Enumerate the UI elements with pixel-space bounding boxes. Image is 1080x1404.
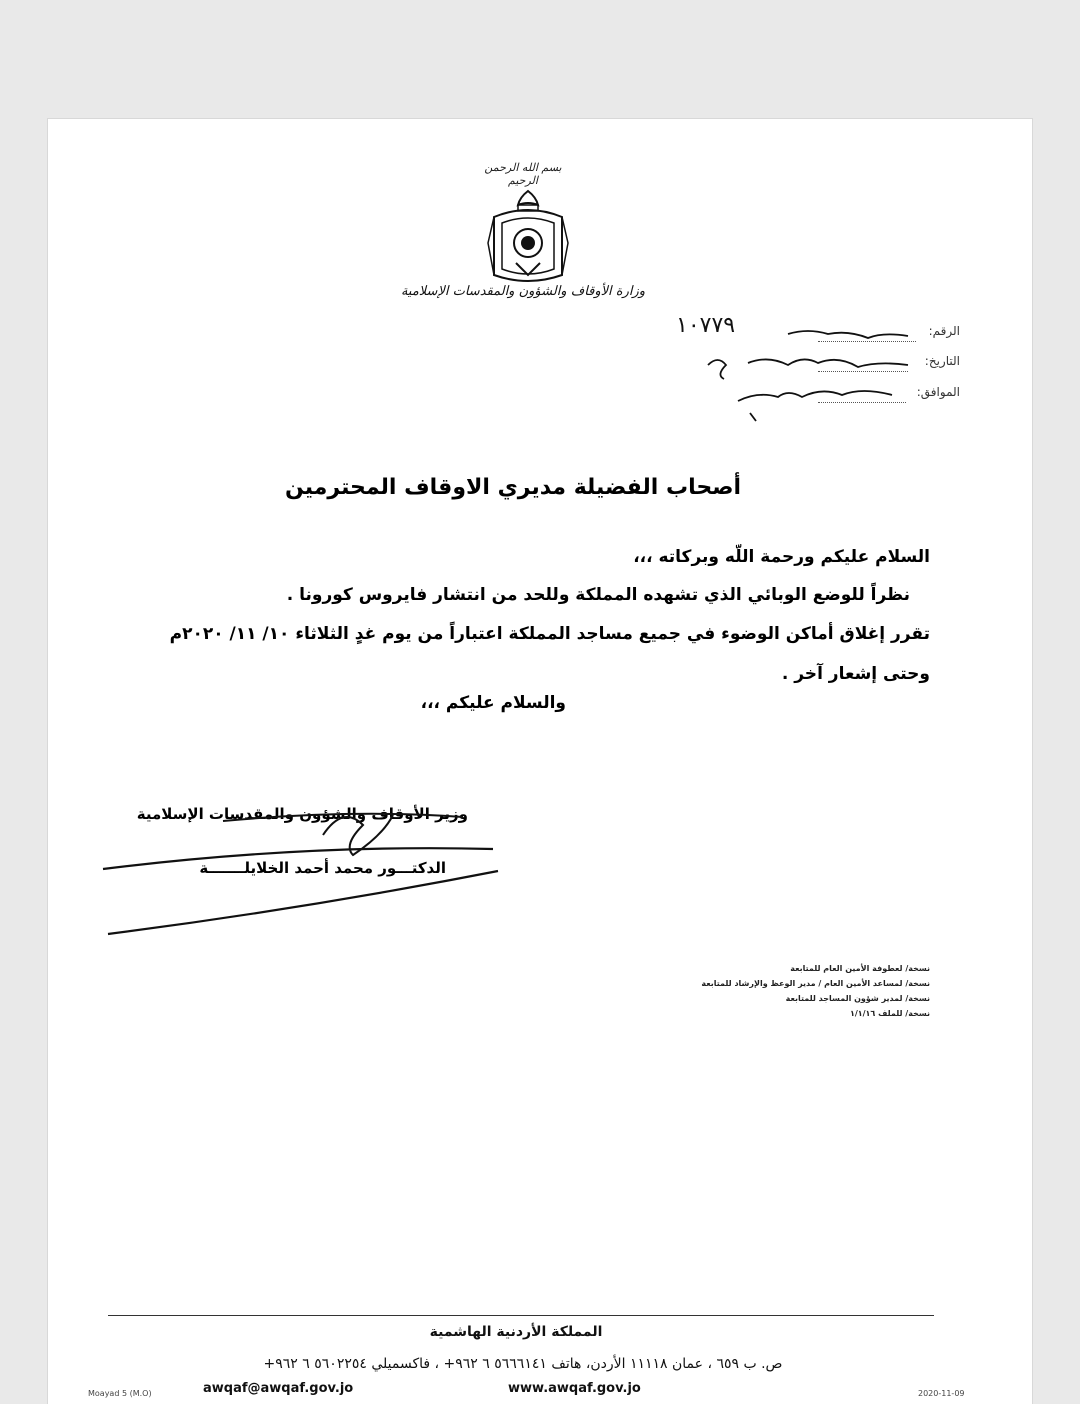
greeting-line: السلام عليكم ورحمة اللّه وبركاته ،،، xyxy=(633,547,930,567)
addressee-title: أصحاب الفضيلة مديري الاوقاف المحترمين xyxy=(284,475,741,500)
body-line-1: نظراً للوضع الوبائي الذي تشهده المملكة وللحد من انتشار فايروس كورونا . xyxy=(286,585,910,605)
handwritten-reference-marks xyxy=(688,309,918,439)
handwritten-signature xyxy=(103,799,503,939)
signatory-title: وزير الأوقاف والشؤون والمقدسات الإسلامية xyxy=(136,805,468,823)
footer-website: www.awqaf.gov.jo xyxy=(508,1381,641,1396)
copy-line-1: نسخة/ لعطوفة الأمين العام للمتابعة xyxy=(790,964,930,973)
closing-line: والسلام عليكم ،،، xyxy=(420,693,566,713)
body-line-2: تقرر إغلاق أماكن الوضوء في جميع مساجد المملكة اعتباراً من يوم غدٍ الثلاثاء ١٠/ ١١/ ٢٠٢٠م xyxy=(169,624,930,644)
footer-address: ص. ب ٦٥٩ ، عمان ١١١١٨ الأردن، هاتف ٥٦٦٦١٤١ ٦ ٩٦٢+ ، فاكسميلي ٥٦٠٢٢٥٤ ٦ ٩٦٢+ xyxy=(263,1356,783,1372)
basmala: بسم الله الرحمن الرحيم xyxy=(484,161,562,187)
copy-line-3: نسخة/ لمدير شؤون المساجد للمتابعة xyxy=(785,994,930,1003)
reference-corresponding-label: الموافق: xyxy=(916,385,960,399)
footer-divider xyxy=(108,1315,934,1316)
body-line-3: وحتى إشعار آخر . xyxy=(781,664,930,684)
letter-page xyxy=(48,119,1032,1404)
footer-country: المملكة الأردنية الهاشمية xyxy=(429,1324,603,1340)
reference-number-value: ١٠٧٧٩ xyxy=(676,313,736,338)
ministry-name: وزارة الأوقاف والشؤون والمقدسات الإسلامية xyxy=(400,284,646,299)
copy-line-4: نسخة/ للملف ١/١/١٦ xyxy=(849,1009,930,1018)
form-code: Moayad 5 (M.O) xyxy=(88,1389,152,1398)
jordan-crest-icon xyxy=(488,183,568,293)
copy-line-2: نسخة/ لمساعد الأمين العام / مدير الوعظ والإرشاد للمتابعة xyxy=(701,979,930,988)
reference-number-label: الرقم: xyxy=(928,324,960,338)
footer-email: awqaf@awqaf.gov.jo xyxy=(203,1381,354,1396)
print-date: 2020-11-09 xyxy=(918,1389,965,1398)
signatory-name: الدكتـــور محمد أحمد الخلايلـــــــة xyxy=(199,859,446,877)
reference-date-label: التاريخ: xyxy=(924,354,960,368)
